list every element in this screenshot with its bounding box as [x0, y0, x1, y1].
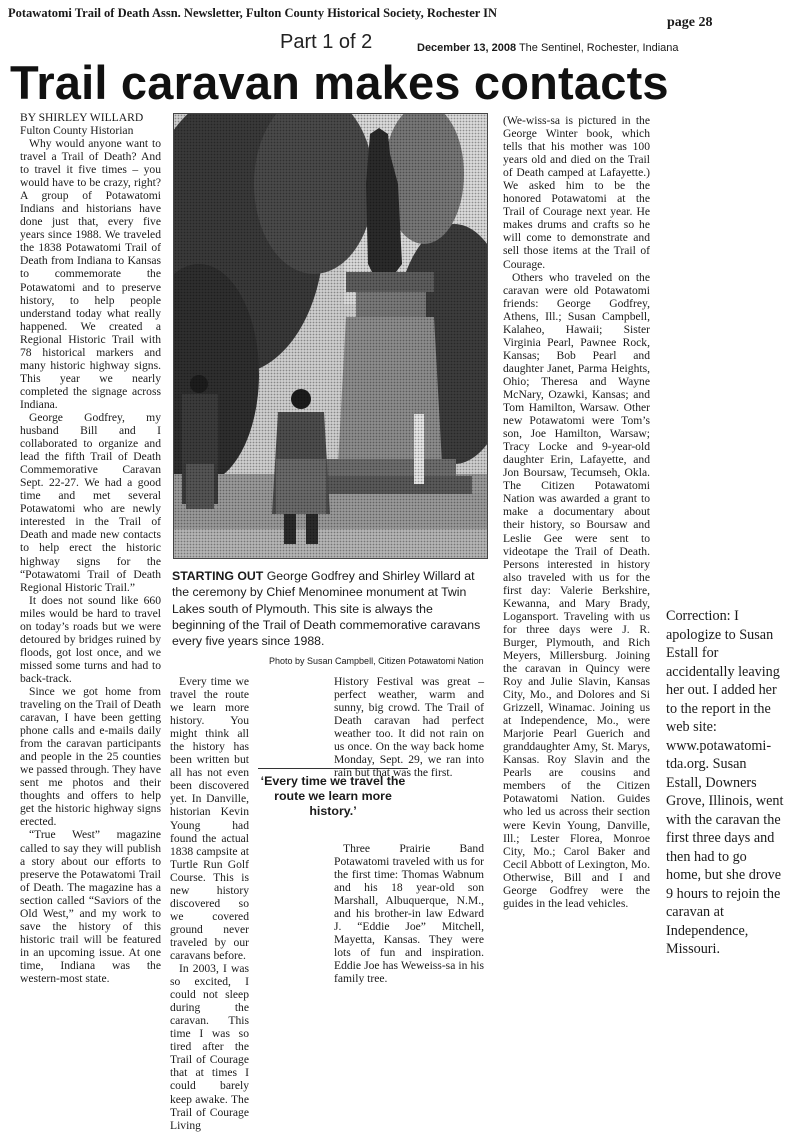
paragraph: History Festival was great – perfect weather, warm and sunny, big crowd. The Trail of Death caravan had perfect weather too. It did not rain on us once. On the way back home Monday, Sept. 29, we ran into rain but that was the first. — [334, 675, 484, 780]
part-indicator: Part 1 of 2 — [280, 31, 373, 53]
publication-source: The Sentinel, Rochester, Indiana — [518, 42, 679, 54]
paragraph: (We-wiss-sa is pictured in the George Winter book, which tells that his mother was 100 years old and died on the Trail of Death camped at Lafayette.) We asked him to be the honored Potawatomi at the Trail of Courage next year. He makes drums and crafts so he will come to demonstrate and sell those items at the Trail of Courage. — [503, 114, 650, 271]
paragraph: Why would anyone want to travel a Trail of Death? And to travel it five times – you would have to be crazy, right? A group of Potawatomi Indians and historians have done just that, every five years since 1988. We traveled the 1838 Potawatomi Trail of Death from Indiana to Kansas to commemorate the Potawatomi and to preserve history, to help people understand today what really happened. We created a Regional Historic Trail with 78 historical markers and many historic highway signs. This year we nearly completed the signage across Indiana. — [20, 137, 161, 411]
pull-quote: ‘Every time we travel the route we learn more history.’ — [258, 768, 408, 819]
article-column-1-body — [20, 137, 161, 985]
paragraph: It does not sound like 660 miles would be hard to travel on today’s roads but we were detoured by bridges ruined by floods, got lost once, and we missed some turns and had to back-track. — [20, 593, 161, 685]
paragraph: In 2003, I was so excited, I could not sleep during the caravan. This time I was so tired after the Trail of Courage that at times I could barely keep awake. The Trail of Courage Living — [170, 962, 249, 1132]
paragraph: Three Prairie Band Potawatomi traveled with us for the first time: Thomas Wabnum and his 18 year-old son Marshall, Albuquerque, N.M., and his brother-in law Edward J. “Eddie Joe” Mitchell, Mayetta, Kansas. They were lots of fun and inspiration. Eddie Joe has Weweiss-sa in his family tree. — [334, 842, 484, 986]
article-column-2 — [170, 675, 249, 1132]
article-column-1 — [20, 111, 161, 137]
paragraph: “True West” magazine called to say they will publish a story about our efforts to preserve the Potawatomi Trail of Death. The magazine has a section called “Saviors of the Old West,” and my work to save the history of this historic trail will be featured in an upcoming issue. At one time, Indiana was the western-most state. — [20, 828, 161, 985]
byline-title: Fulton County Historian — [20, 124, 134, 137]
caption-lead: STARTING OUT — [172, 569, 264, 583]
photo-credit: Photo by Susan Campbell, Citizen Potawatomi Nation — [269, 656, 484, 666]
article-column-3-bottom — [334, 842, 484, 986]
paragraph: Every time we travel the route we learn more history. You might think all the history has been written but all has not even been discovered yet. In Danville, historian Kevin Young had found the actual 1838 campsite at Turtle Run Golf Course. This is new history discovered so we covered ground never traveled by our caravans before. — [170, 675, 249, 962]
article-column-4 — [503, 114, 650, 910]
page-number: page 28 — [667, 15, 713, 30]
dateline — [417, 42, 679, 54]
paragraph: Since we got home from traveling on the Trail of Death caravan, I have been getting phone calls and e-mails daily from the caravan participants and people in the 25 counties we passed through. They have sent me photos and their thoughts and offers to help get the historic highway signs erected. — [20, 684, 161, 829]
caption-text: George Godfrey and Shirley Willard at the ceremony by Chief Menominee monument at Twin Lakes south of Plymouth. This site is always the beginning of the Trail of Death commemorative caravans every five years since 1988. — [172, 569, 481, 649]
paragraph: George Godfrey, my husband Bill and I collaborated to organize and lead the fifth Trail of Death Commemorative Caravan Sept. 22-27. We had a good time and met several Potawatomi who are newly interested in the Trail of Death and made new contacts to help erect the historic highway signs for the “Potawatomi Trail of Death Regional Historic Trail.” — [20, 410, 161, 594]
correction-note: Correction: I apologize to Susan Estall for accidentally leaving her out. I added her to the report in the web site: www.potawatomi-tda.org. Susan Estall, Downers Grove, Illinois, went with the caravan the first three days and then had to go home, but she drove 9 hours to rejoin the caravan at Independence, Missouri. — [666, 608, 784, 957]
photo-caption — [172, 568, 488, 649]
photo-illustration — [174, 114, 487, 558]
newsletter-masthead: Potawatomi Trail of Death Assn. Newsletter, Fulton County Historical Society, Rochester IN — [8, 6, 498, 20]
paragraph: Others who traveled on the caravan were old Potawatomi friends: George Godfrey, Athens, Ill.; Susan Campbell, Kalaheo, Hawaii; Sister Virginia Pearl, Pawnee Rock, Kansas; Bob Pearl and daughter Janet, Parma Heights, Ohio; Theresa and Wayne McNary, Ozawki, Kansas; and Tom Hamilton, Warsaw. Other new Potawatomi were Tom’s son, Joe Hamilton, Warsaw; Tracy Locke and 9-year-old daughter Erin, Lafayette, and Jon Boursaw, Tecumseh, Okla. The Citizen Potawatomi Nation was awarded a grant to make a documentary about their history, so Boursaw and Leslie Gee were sent to videotape the Trail of Death. Persons interested in history also traveled with us for the first day: Valerie Berkshire, Kewanna, and Mary Brady, Logansport. Traveling with us for three days were J. R. Burger, Plymouth, and Rich Meyers, Millersburg. Joining the caravan in Quincy were Roy and Julie Slavin, Kansas City, Mo., and Dolores and Si Grizzell, Winamac. Joining us at Independence, Mo., were Marjorie Pearl Guerich and granddaughter Amy, St. Marys, Kansas. Roy Slavin and the Pearls are cousins and members of the Citizen Potawatomi Nation. Guides who led us across their section were Kevin Young, Danville, Ill.; Lester Florea, Monroe City, Mo.; Carol Baker and Cecil Abbott of Lexington, Mo. Otherwise, Bill and I and George Godfrey were the guides in the lead vehicles. — [503, 270, 650, 910]
byline-author: BY SHIRLEY WILLARD — [20, 111, 144, 124]
article-headline: Trail caravan makes contacts — [10, 56, 669, 109]
article-column-3-top — [334, 675, 484, 779]
publication-date: December 13, 2008 — [417, 42, 517, 54]
photo-menominee-monument — [173, 113, 488, 559]
